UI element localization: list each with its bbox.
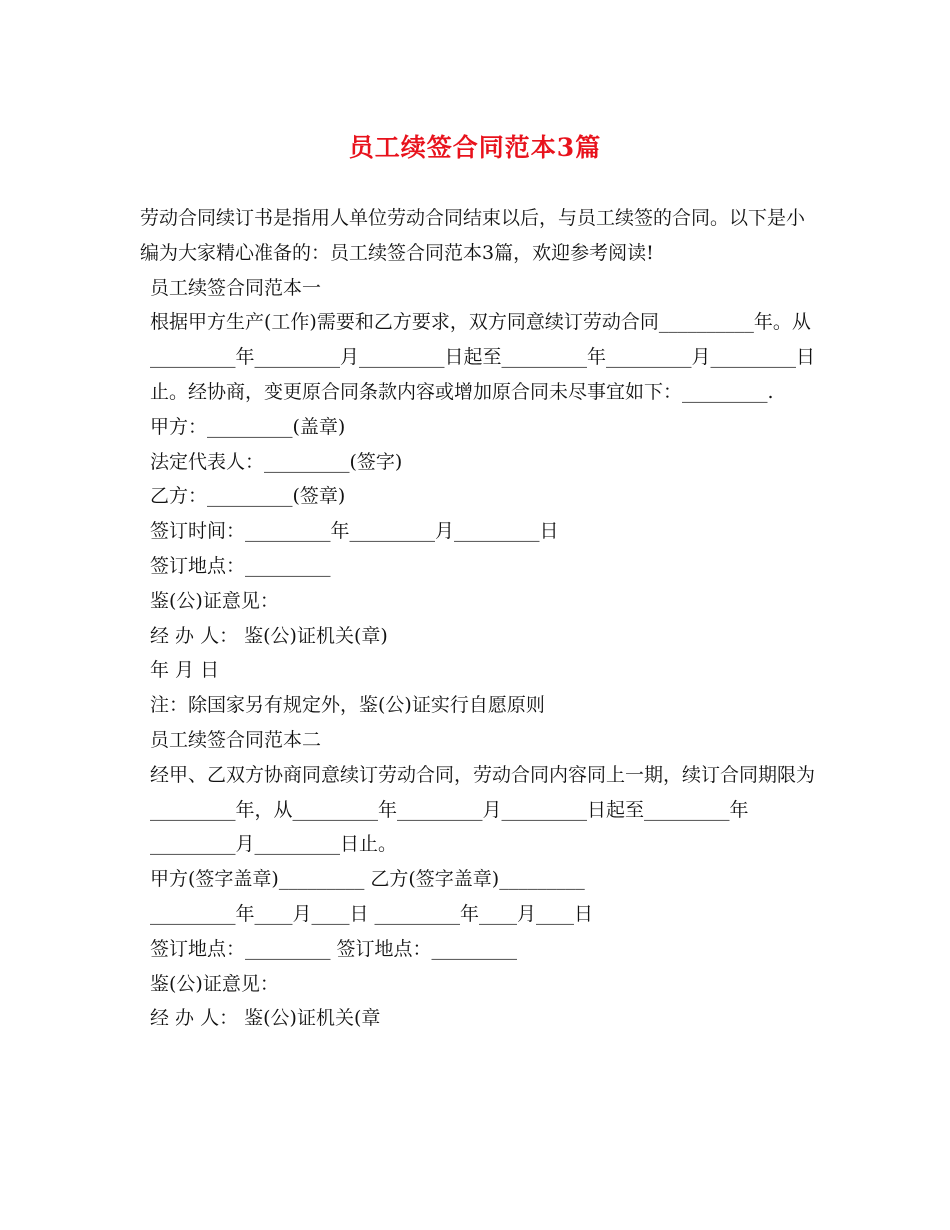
document-title: 员工续签合同范本3篇 [348, 133, 602, 162]
paragraph: 员工续签合同范本二 [150, 728, 322, 751]
paragraph: 年 月 日 [150, 659, 220, 682]
paragraph: 鉴(公)证意见： [150, 972, 279, 995]
paragraph: 甲方(签字盖章)_________ 乙方(签字盖章)_________ [150, 868, 585, 891]
paragraph: 员工续签合同范本一 [150, 276, 322, 299]
paragraph: 甲方：_________(盖章) [150, 415, 346, 438]
paragraph: 法定代表人：_________(签字) [150, 450, 403, 473]
paragraph: 经 办 人： 鉴(公)证机关(章) [150, 624, 388, 647]
paragraph: 乙方：_________(签章) [150, 485, 346, 508]
paragraph: _________年____月____日 _________年____月____日 [150, 902, 594, 925]
document-body [140, 201, 816, 1036]
paragraph: 根据甲方生产(工作)需要和乙方要求，双方同意续订劳动合同__________年。从_________年_________月_________日起至_________年_________月_________日止。经协商，变更原合同条款内容或增加原合同未尽事宜如下：_________. [150, 311, 816, 403]
paragraph: 签订地点：_________ [150, 554, 331, 577]
paragraph: 签订地点：_________ 签订地点：_________ [150, 937, 518, 960]
paragraph: 经 办 人： 鉴(公)证机关(章 [150, 1007, 381, 1030]
paragraph: 注：除国家另有规定外，鉴(公)证实行自愿原则 [150, 694, 545, 717]
paragraph: 经甲、乙双方协商同意续订劳动合同，劳动合同内容同上一期，续订合同期限为_________年，从_________年_________月_________日起至_________年_________月_________日止。 [150, 763, 816, 856]
paragraph: 劳动合同续订书是指用人单位劳动合同结束以后，与员工续签的合同。以下是小编为大家精心准备的：员工续签合同范本3篇，欢迎参考阅读! [140, 207, 806, 264]
paragraph: 鉴(公)证意见： [150, 589, 279, 612]
paragraph: 签订时间：_________年_________月_________日 [150, 520, 559, 543]
